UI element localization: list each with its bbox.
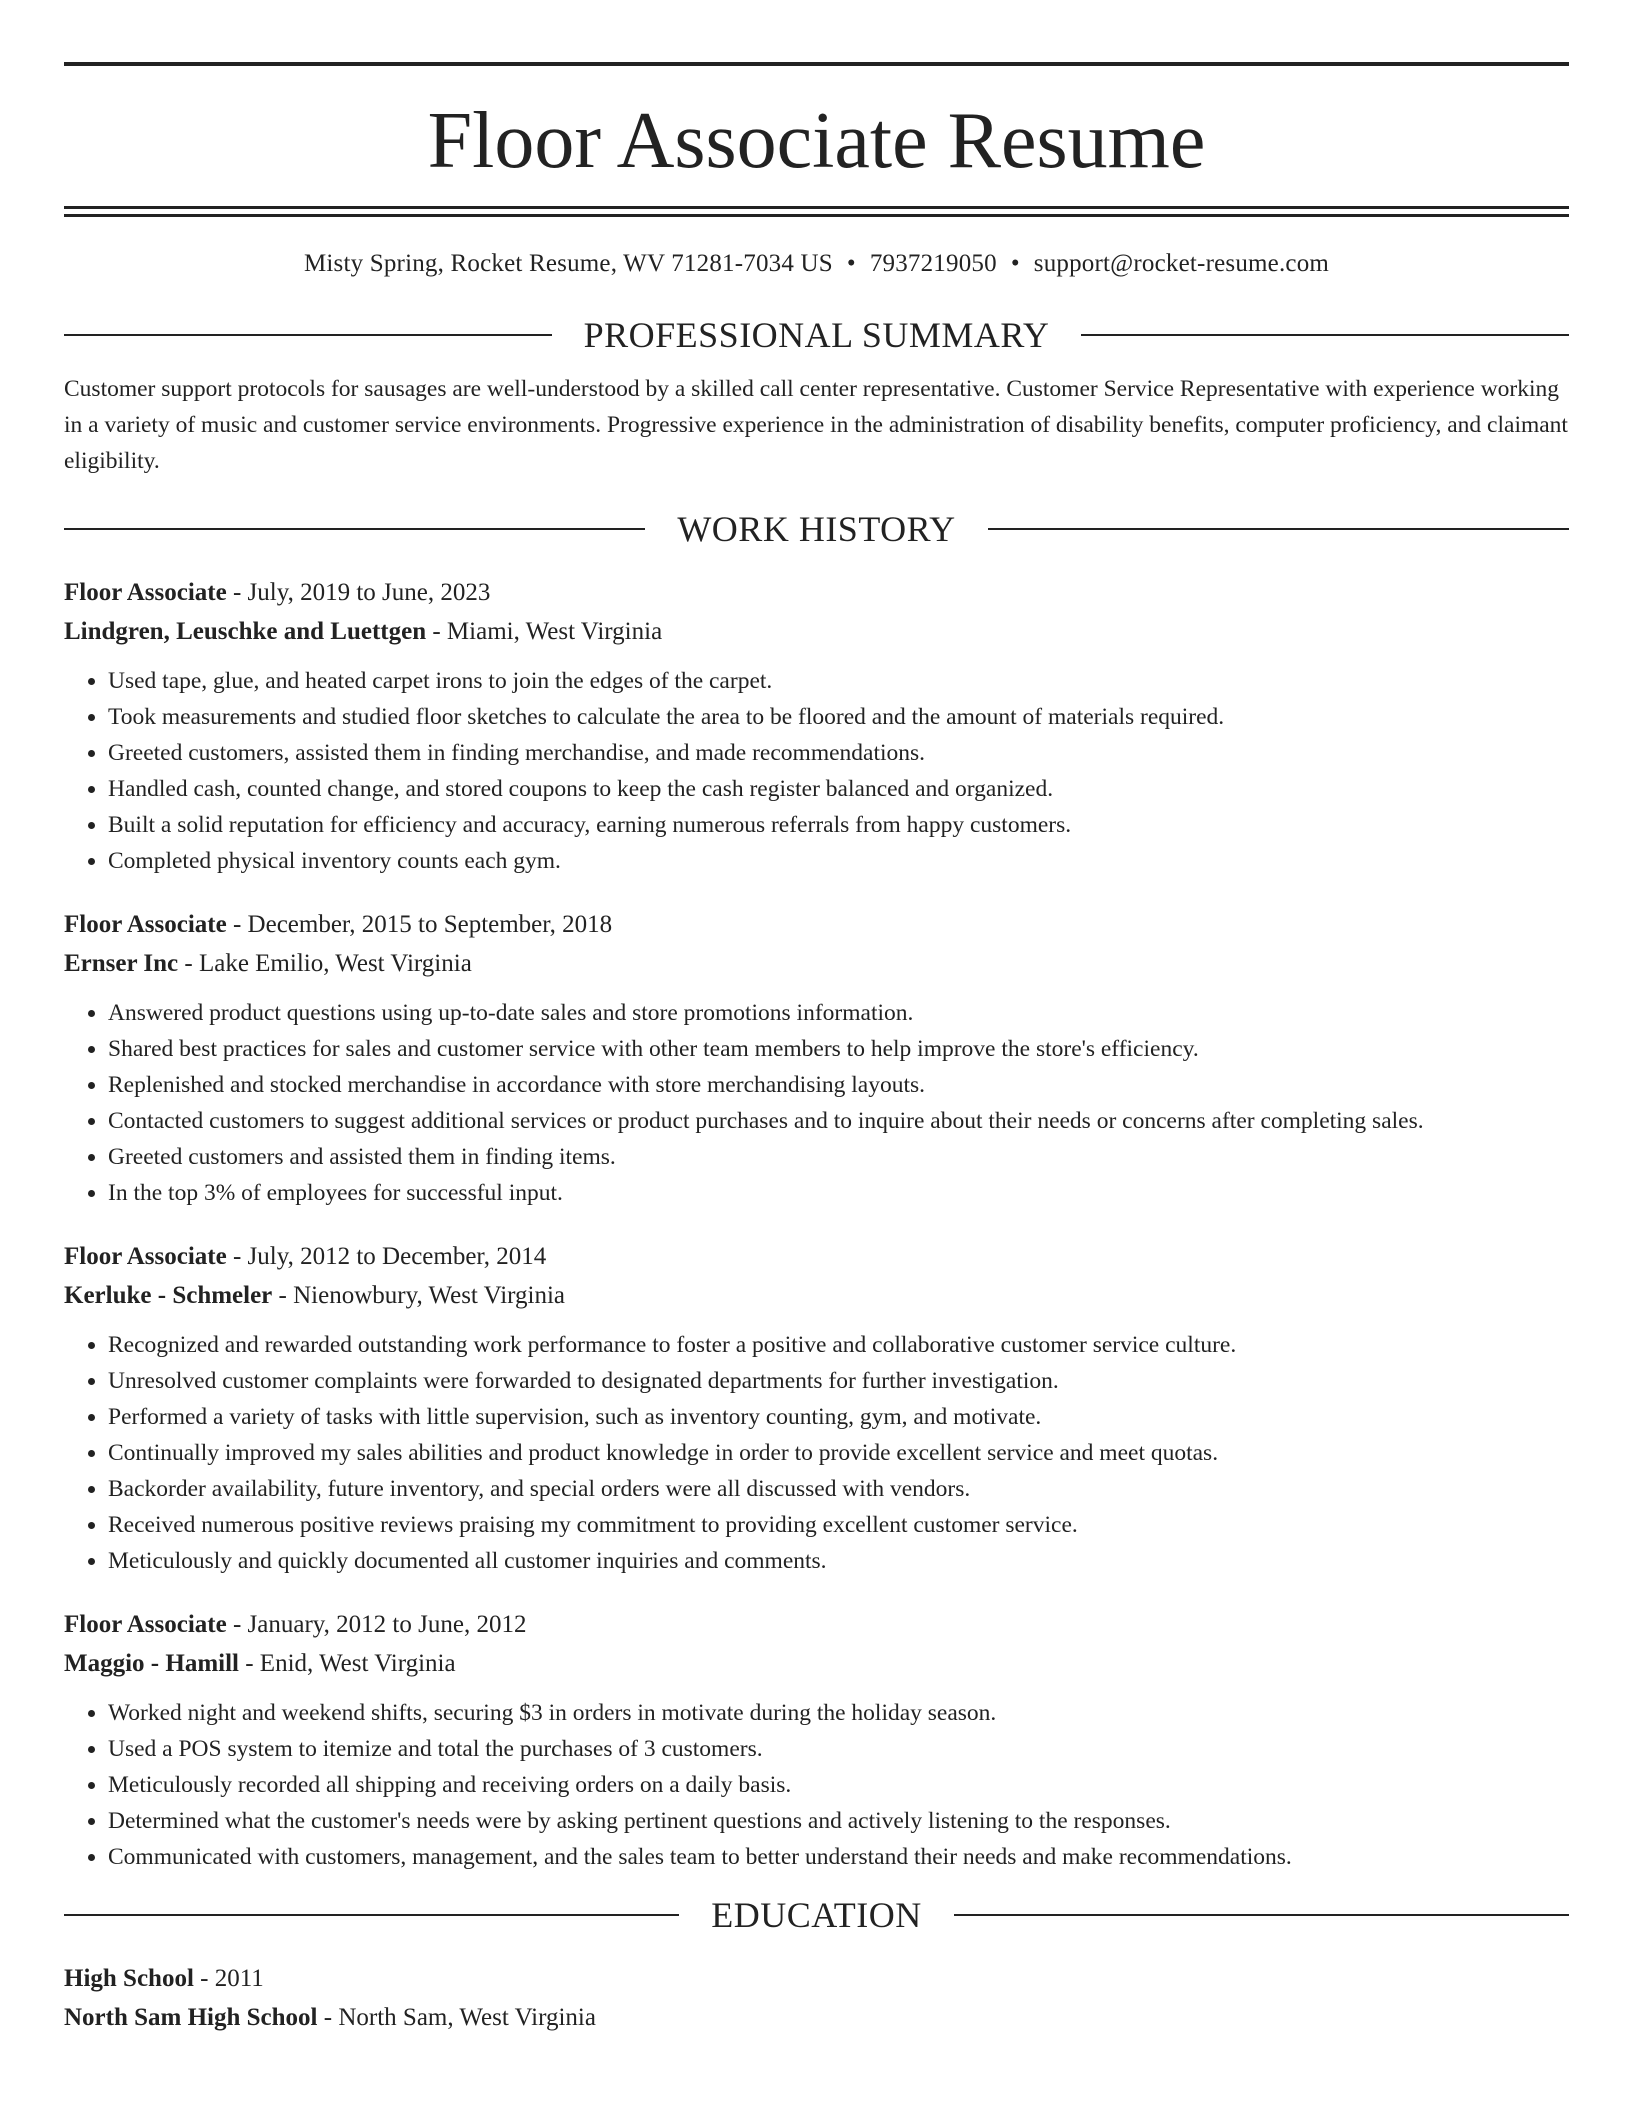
job-title-line xyxy=(64,1237,1569,1276)
bullet-item: • Performed a variety of tasks with little supervision, such as inventory counting, gym, and motivate. xyxy=(108,1399,1569,1435)
job-location: - Enid, West Virginia xyxy=(238,1650,456,1677)
bullet-item: • Determined what the customer's needs were by asking pertinent questions and actively listening to the responses. xyxy=(108,1803,1569,1839)
job-location: - Miami, West Virginia xyxy=(426,618,663,645)
job-company-line xyxy=(64,944,1569,983)
education-degree: High School xyxy=(64,1965,194,1992)
education-school: North Sam High School xyxy=(64,2004,318,2031)
job-entry xyxy=(64,905,1569,1211)
job-entry xyxy=(64,1237,1569,1579)
bullet-item: • Meticulously and quickly documented all customer inquiries and comments. xyxy=(108,1543,1569,1579)
job-entry xyxy=(64,1605,1569,1875)
job-title-line xyxy=(64,573,1569,612)
job-title: Floor Associate xyxy=(64,1243,227,1270)
bullet-item: • Answered product questions using up-to-date sales and store promotions information. xyxy=(108,995,1569,1031)
contact-separator: • xyxy=(846,250,856,277)
bullet-item: • Greeted customers, assisted them in finding merchandise, and made recommendations. xyxy=(108,735,1569,771)
job-title: Floor Associate xyxy=(64,1611,227,1638)
education-school-line xyxy=(64,1998,1569,2037)
job-company-line xyxy=(64,612,1569,651)
bullet-item: • Used tape, glue, and heated carpet irons to join the edges of the carpet. xyxy=(108,663,1569,699)
contact-separator: • xyxy=(1010,250,1020,277)
heading-rule-right xyxy=(1081,334,1569,336)
bullet-item: • Meticulously recorded all shipping and receiving orders on a daily basis. xyxy=(108,1767,1569,1803)
job-company-line xyxy=(64,1276,1569,1315)
job-dates: - July, 2019 to June, 2023 xyxy=(226,579,491,606)
job-title: Floor Associate xyxy=(64,911,227,938)
education-year: - 2011 xyxy=(193,1965,264,1992)
education-heading xyxy=(64,1893,1569,1937)
job-bullets xyxy=(64,1327,1569,1579)
job-company: Ernser Inc xyxy=(64,950,179,977)
bullet-item: • Continually improved my sales abilities and product knowledge in order to provide excellent service and meet quotas. xyxy=(108,1435,1569,1471)
job-bullets xyxy=(64,1695,1569,1875)
heading-rule-left xyxy=(64,334,552,336)
work-history-heading xyxy=(64,507,1569,551)
bullet-item: • Completed physical inventory counts each gym. xyxy=(108,843,1569,879)
heading-rule-left xyxy=(64,1914,679,1916)
bullet-item: • Shared best practices for sales and customer service with other team members to help improve the store's efficiency. xyxy=(108,1031,1569,1067)
work-history-heading-label: WORK HISTORY xyxy=(677,509,956,549)
bullet-item: • In the top 3% of employees for successful input. xyxy=(108,1175,1569,1211)
job-company: Lindgren, Leuschke and Luettgen xyxy=(64,618,427,645)
job-dates: - July, 2012 to December, 2014 xyxy=(226,1243,547,1270)
bullet-item: • Worked night and weekend shifts, securing $3 in orders in motivate during the holiday season. xyxy=(108,1695,1569,1731)
job-entry xyxy=(64,573,1569,879)
heading-rule-left xyxy=(64,528,645,530)
title-rule-lower xyxy=(64,214,1569,217)
education-location: - North Sam, West Virginia xyxy=(317,2004,596,2031)
bullet-item: • Backorder availability, future inventory, and special orders were all discussed with vendors. xyxy=(108,1471,1569,1507)
contact-phone: 7937219050 xyxy=(869,250,997,277)
heading-rule-right xyxy=(988,528,1569,530)
bullet-item: • Handled cash, counted change, and stored coupons to keep the cash register balanced and organized. xyxy=(108,771,1569,807)
job-title-line xyxy=(64,1605,1569,1644)
job-title: Floor Associate xyxy=(64,579,227,606)
education-entry xyxy=(64,1959,1569,2037)
bullet-item: • Unresolved customer complaints were forwarded to designated departments for further investigation. xyxy=(108,1363,1569,1399)
job-company: Maggio - Hamill xyxy=(64,1650,239,1677)
bullet-item: • Recognized and rewarded outstanding work performance to foster a positive and collaborative customer service culture. xyxy=(108,1327,1569,1363)
top-rule xyxy=(64,62,1569,66)
job-dates: - January, 2012 to June, 2012 xyxy=(226,1611,527,1638)
education-heading-label: EDUCATION xyxy=(711,1895,922,1935)
title-rule-upper xyxy=(64,206,1569,209)
bullet-item: • Replenished and stocked merchandise in accordance with store merchandising layouts. xyxy=(108,1067,1569,1103)
job-company: Kerluke - Schmeler xyxy=(64,1282,273,1309)
job-location: - Nienowbury, West Virginia xyxy=(272,1282,566,1309)
job-location: - Lake Emilio, West Virginia xyxy=(178,950,472,977)
job-title-line xyxy=(64,905,1569,944)
summary-heading xyxy=(64,313,1569,357)
summary-heading-label: PROFESSIONAL SUMMARY xyxy=(583,315,1050,355)
education-degree-line xyxy=(64,1959,1569,1998)
job-company-line xyxy=(64,1644,1569,1683)
bullet-item: • Built a solid reputation for efficiency and accuracy, earning numerous referrals from happy customers. xyxy=(108,807,1569,843)
bullet-item: • Used a POS system to itemize and total the purchases of 3 customers. xyxy=(108,1731,1569,1767)
contact-address: Misty Spring, Rocket Resume, WV 71281-7034 US xyxy=(303,250,833,277)
bullet-item: • Contacted customers to suggest additional services or product purchases and to inquire about their needs or concerns after completing sales. xyxy=(108,1103,1569,1139)
bullet-item: • Received numerous positive reviews praising my commitment to providing excellent customer service. xyxy=(108,1507,1569,1543)
bullet-item: • Took measurements and studied floor sketches to calculate the area to be floored and the amount of materials required. xyxy=(108,699,1569,735)
contact-line xyxy=(64,249,1569,279)
bullet-item: • Communicated with customers, management, and the sales team to better understand their needs and make recommendations. xyxy=(108,1839,1569,1875)
job-dates: - December, 2015 to September, 2018 xyxy=(226,911,613,938)
job-bullets xyxy=(64,663,1569,879)
resume-title: Floor Associate Resume xyxy=(427,97,1206,185)
contact-email: support@rocket-resume.com xyxy=(1033,250,1330,277)
bullet-item: • Greeted customers and assisted them in finding items. xyxy=(108,1139,1569,1175)
job-bullets xyxy=(64,995,1569,1211)
summary-text: Customer support protocols for sausages are well-understood by a skilled call center representative. Customer Service Representative with experience working in a variety of music and customer service environments. Progressive experience in the administration of disability benefits, computer proficiency, and claimant eligibility. xyxy=(64,376,1568,474)
heading-rule-right xyxy=(954,1914,1569,1916)
